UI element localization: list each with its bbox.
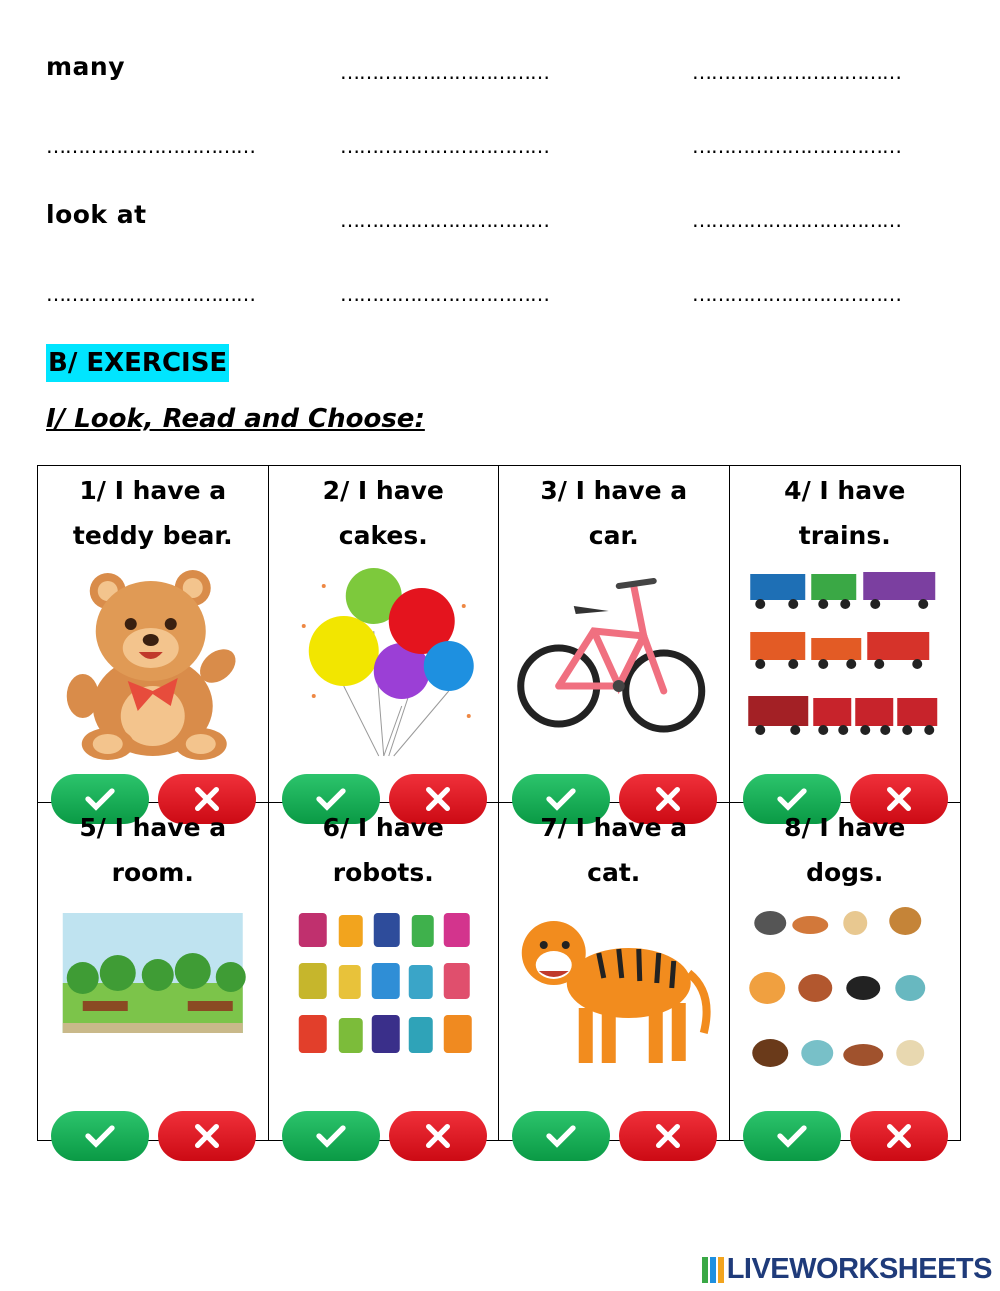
exercise-item-7 (499, 803, 730, 1140)
item-sentence: 1/ I have a teddy bear. (72, 476, 233, 550)
blank-line[interactable]: …………………………… (46, 282, 255, 306)
cross-icon (883, 1120, 915, 1152)
blank-line[interactable]: …………………………… (340, 60, 549, 84)
item-sentence: 5/ I have a room. (79, 813, 227, 887)
blank-line[interactable]: …………………………… (692, 208, 901, 232)
teddy-bear-image (52, 566, 254, 761)
wrong-button[interactable] (389, 1111, 487, 1161)
exercise-item-3 (499, 466, 730, 803)
blank-line[interactable]: …………………………… (340, 282, 549, 306)
tiger-image (513, 903, 715, 1098)
blank-line[interactable]: …………………………… (692, 134, 901, 158)
exercise-item-8 (730, 803, 961, 1140)
blank-line[interactable]: …………………………… (692, 282, 901, 306)
check-icon (315, 1120, 347, 1152)
blank-line[interactable]: …………………………… (340, 208, 549, 232)
robots-image (283, 903, 485, 1098)
liveworksheets-icon (702, 1257, 724, 1283)
exercise-item-6 (269, 803, 500, 1140)
correct-button[interactable] (51, 1111, 149, 1161)
item-sentence: 6/ I have robots. (322, 813, 444, 887)
balloons-image (283, 566, 485, 761)
correct-button[interactable] (282, 1111, 380, 1161)
wrong-button[interactable] (158, 1111, 256, 1161)
bicycle-image (513, 566, 715, 761)
exercise-item-2 (269, 466, 500, 803)
liveworksheets-logo (702, 1253, 992, 1286)
item-sentence: 7/ I have a cat. (540, 813, 688, 887)
section-title: B/ EXERCISE (46, 344, 229, 382)
park-image (52, 903, 254, 1098)
exercise-title: I/ Look, Read and Choose: (46, 404, 425, 434)
item-sentence: 8/ I have dogs. (784, 813, 906, 887)
blank-line[interactable]: …………………………… (692, 60, 901, 84)
check-icon (545, 1120, 577, 1152)
dogs-image (744, 903, 947, 1098)
exercise-item-5 (38, 803, 269, 1140)
logo-text: LIVEWORKSHEETS (726, 1253, 992, 1285)
blank-line[interactable]: …………………………… (46, 134, 255, 158)
exercise-item-1 (38, 466, 269, 803)
correct-button[interactable] (743, 1111, 841, 1161)
check-icon (776, 1120, 808, 1152)
cross-icon (652, 1120, 684, 1152)
check-icon (84, 1120, 116, 1152)
blank-line[interactable]: …………………………… (340, 134, 549, 158)
item-sentence: 2/ I have cakes. (322, 476, 444, 550)
wrong-button[interactable] (850, 1111, 948, 1161)
item-sentence: 3/ I have a car. (540, 476, 688, 550)
trains-image (744, 566, 947, 761)
cross-icon (422, 1120, 454, 1152)
exercise-item-4 (730, 466, 961, 803)
vocab-word: many (46, 52, 126, 81)
wrong-button[interactable] (619, 1111, 717, 1161)
cross-icon (191, 1120, 223, 1152)
exercise-grid (37, 465, 961, 1141)
vocab-word: look at (46, 200, 147, 229)
correct-button[interactable] (512, 1111, 610, 1161)
item-sentence: 4/ I have trains. (784, 476, 906, 550)
